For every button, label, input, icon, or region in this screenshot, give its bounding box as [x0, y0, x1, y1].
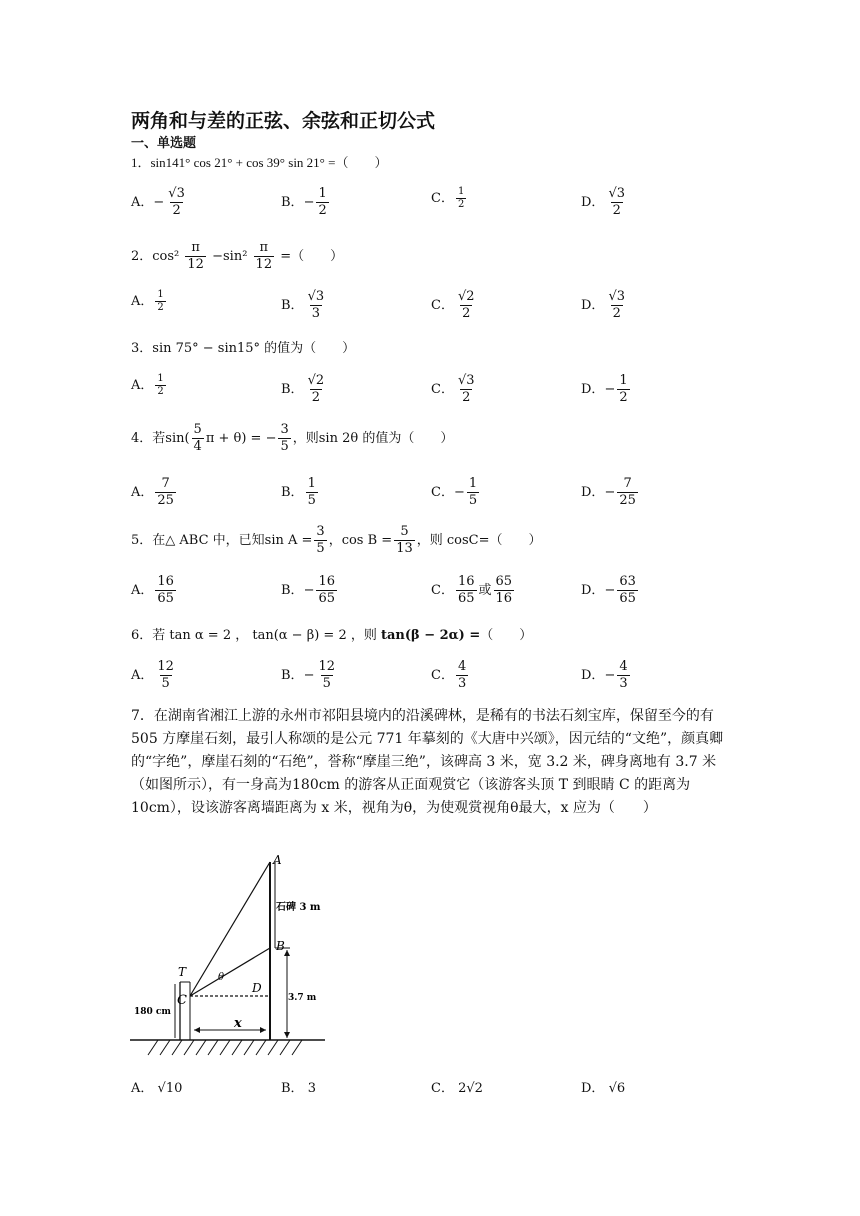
q4-option-c[interactable]: C．− $\frac{1}{5}$ — [431, 476, 478, 508]
question-4-stem: 4．若sin( $\frac{5}{4}$ π + θ) = − $\frac{3}{5}$ ，则sin 2θ 的值为（ ） — [131, 422, 454, 454]
q3-option-d[interactable]: D．− $\frac{1}{2}$ — [581, 373, 628, 405]
fraction: $\frac{\pi}{12}$ — [187, 240, 204, 272]
q6-option-c[interactable]: C． $\frac{4}{3}$ — [431, 659, 467, 691]
q5-option-a[interactable]: A． $\frac{16}{65}$ — [131, 574, 174, 606]
q5-option-d[interactable]: D．− $\frac{63}{65}$ — [581, 574, 636, 606]
q6-option-b[interactable]: B．− $\frac{12}{5}$ — [281, 659, 336, 691]
q2-option-d[interactable]: D． $\frac{√3}{2}$ — [581, 289, 625, 321]
q1-option-c[interactable]: C． $\frac{1}{2}$ — [431, 186, 465, 210]
stele-figure — [130, 852, 330, 1062]
q7-option-c[interactable]: C． 2√2 — [431, 1081, 483, 1096]
label-3-7m: 3.7 m — [288, 993, 317, 1003]
label-T: T — [178, 965, 187, 979]
question-7-stem: 7．在湖南省湘江上游的永州市祁阳县境内的沿溪碑林，是稀有的书法石刻宝库，保留至今的有 505 方摩崖石刻，最引人称颂的是公元 771 年摹刻的《大唐中兴颂》，因元结的“文绝”，颜真卿的“字绝”，摩崖石刻的“石绝”，誉称“摩崖三绝”，该碑高 3 米，宽 3.2 米，碑身离地有 3.7 米（如图所示），有一身高为180cm 的游客从正面观赏它（该游客头顶 T 到眼睛 C 的距离为10cm），设该游客离墙距离为 x 米，视角为θ，为使观赏视角θ最大，x 应为（ ） — [131, 708, 724, 816]
q2-option-a[interactable]: A． $\frac{1}{2}$ — [131, 289, 164, 313]
q1-option-d[interactable]: D． $\frac{√3}{2}$ — [581, 186, 625, 218]
label-A: A — [273, 853, 282, 867]
q4-option-d[interactable]: D．− $\frac{7}{25}$ — [581, 476, 636, 508]
q2-option-b[interactable]: B． $\frac{√3}{3}$ — [281, 289, 325, 321]
label-x: x — [234, 1016, 242, 1031]
q6-option-d[interactable]: D．− $\frac{4}{3}$ — [581, 659, 628, 691]
q7-option-b[interactable]: B． 3 — [281, 1081, 316, 1096]
q7-option-d[interactable]: D． √6 — [581, 1081, 626, 1096]
q3-option-b[interactable]: B． $\frac{√2}{2}$ — [281, 373, 325, 405]
question-2-stem: 2．cos² $\frac{\pi}{12}$ −sin² $\frac{\pi}{12}$ =（ ） — [131, 240, 344, 272]
q3-option-c[interactable]: C． $\frac{√3}{2}$ — [431, 373, 475, 405]
label-stele: 石碑 3 m — [276, 902, 321, 913]
q4-option-a[interactable]: A． $\frac{7}{25}$ — [131, 476, 174, 508]
question-1-stem: 1．sin141° cos 21° + cos 39° sin 21° =（ ） — [131, 155, 388, 170]
fraction: $\frac{\pi}{12}$ — [255, 240, 273, 272]
q1-option-a[interactable]: A．− $\frac{√3}{2}$ — [131, 186, 185, 218]
section-heading: 一、单选题 — [131, 136, 197, 151]
q1-option-b[interactable]: B．− $\frac{1}{2}$ — [281, 186, 327, 218]
question-6-stem: 6．若 tan α = 2 ， tan(α − β) = 2 ，则 tan(β − 2α) =（ ） — [131, 628, 533, 643]
q7-option-a[interactable]: A． √10 — [131, 1081, 183, 1096]
q5-option-b[interactable]: B．− $\frac{16}{65}$ — [281, 574, 336, 606]
label-B: B — [276, 939, 285, 953]
label-C: C — [177, 993, 187, 1008]
question-3-stem: 3．sin 75° − sin15° 的值为（ ） — [131, 341, 356, 356]
q3-option-a[interactable]: A． $\frac{1}{2}$ — [131, 373, 164, 397]
q2-option-c[interactable]: C． $\frac{√2}{2}$ — [431, 289, 475, 321]
label-theta: θ — [218, 972, 225, 983]
q6-option-a[interactable]: A． $\frac{12}{5}$ — [131, 659, 174, 691]
q5-option-c[interactable]: C． $\frac{16}{65}$ 或 $\frac{65}{16}$ — [431, 574, 513, 606]
label-D: D — [252, 981, 262, 995]
page-title: 两角和与差的正弦、余弦和正切公式 — [131, 110, 436, 132]
question-5-stem: 5．在△ ABC 中，已知sin A = $\frac{3}{5}$ ，cos B = $\frac{5}{13}$ ，则 cosC=（ ） — [131, 524, 542, 556]
label-180cm: 180 cm — [134, 1007, 171, 1017]
q4-option-b[interactable]: B． $\frac{1}{5}$ — [281, 476, 316, 508]
